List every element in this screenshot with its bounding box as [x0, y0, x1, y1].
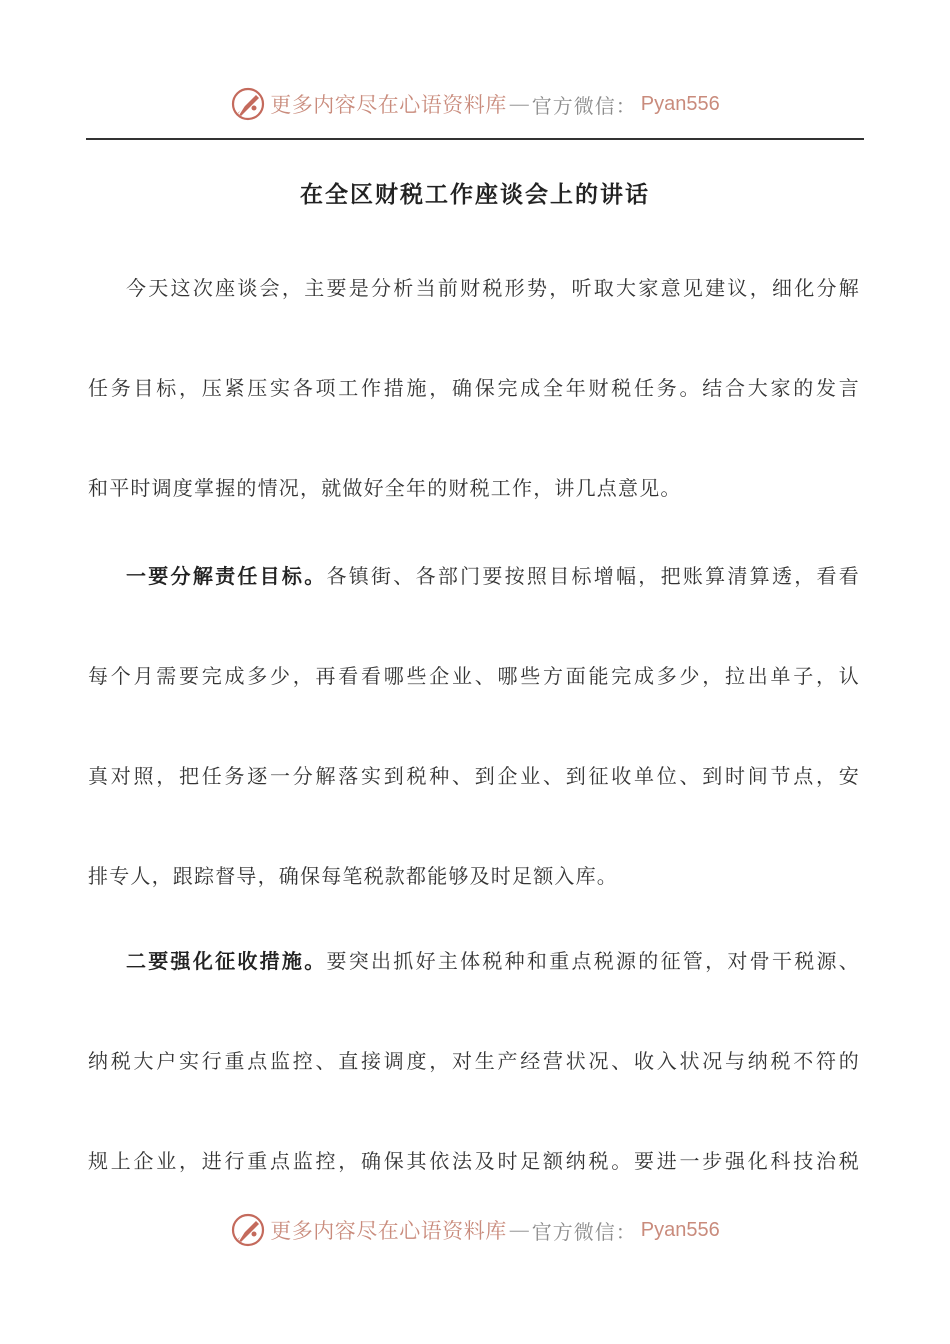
- brand-text: 更多内容尽在心语资料库: [270, 1219, 507, 1243]
- brand-text: 更多内容尽在心语资料库: [270, 93, 507, 117]
- paragraph-line: [88, 560, 860, 589]
- document-title: 在全区财税工作座谈会上的讲话: [300, 182, 650, 208]
- paragraph-line: 今天这次座谈会，主要是分析当前财税形势，听取大家意见建议，细化分解: [126, 276, 860, 300]
- footer-banner: [0, 1208, 950, 1252]
- header-banner: [0, 82, 950, 126]
- section-1-lead: 一要分解责任目标。: [126, 564, 327, 588]
- header-divider: [86, 138, 864, 140]
- banner-dash: —: [508, 92, 530, 116]
- section-1-first-text: 各镇街、各部门要按照目标增幅，把账算清算透，看看: [326, 564, 860, 588]
- paragraph-line: 每个月需要完成多少，再看看哪些企业、哪些方面能完成多少，拉出单子，认: [88, 664, 860, 688]
- wechat-label: 官方微信：: [531, 93, 637, 118]
- section-2-lead: 二要强化征收措施。: [126, 949, 327, 973]
- wechat-label: 官方微信：: [531, 1219, 637, 1244]
- paragraph-line: 和平时调度掌握的情况，就做好全年的财税工作，讲几点意见。: [88, 476, 682, 500]
- wechat-id: Pyan556: [640, 1218, 720, 1241]
- paragraph-line: 真对照，把任务逐一分解落实到税种、到企业、到征收单位、到时间节点，安: [88, 764, 860, 788]
- banner-dash: —: [508, 1218, 530, 1242]
- section-2-first-text: 要突出抓好主体税种和重点税源的征管，对骨干税源、: [326, 949, 860, 973]
- paragraph-line: 规上企业，进行重点监控，确保其依法及时足额纳税。要进一步强化科技治税: [88, 1149, 860, 1173]
- paragraph-line: 纳税大户实行重点监控、直接调度，对生产经营状况、收入状况与纳税不符的: [88, 1049, 860, 1073]
- paragraph-line: 排专人，跟踪督导，确保每笔税款都能够及时足额入库。: [88, 864, 618, 888]
- paragraph-line: 任务目标，压紧压实各项工作措施，确保完成全年财税任务。结合大家的发言: [88, 376, 860, 400]
- wechat-id: Pyan556: [640, 92, 720, 115]
- quill-pen-logo-icon: [230, 1212, 266, 1248]
- quill-pen-logo-icon: [230, 86, 266, 122]
- paragraph-line: [88, 945, 860, 974]
